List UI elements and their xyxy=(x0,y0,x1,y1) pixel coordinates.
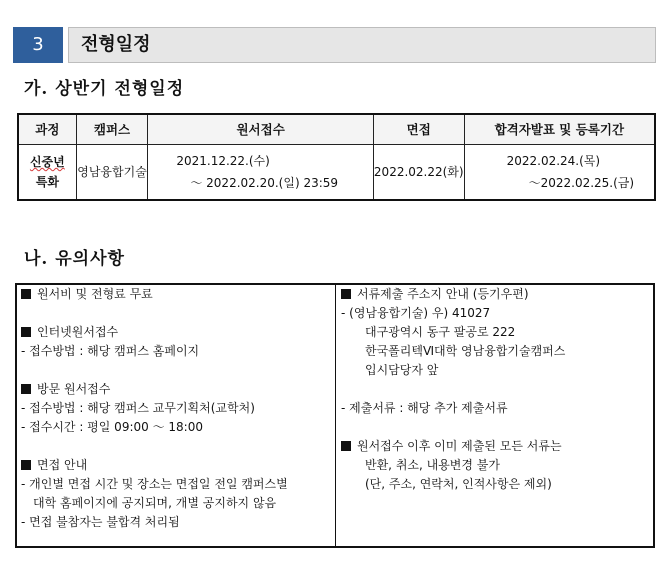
online-title-item xyxy=(21,323,331,342)
schedule-table xyxy=(17,113,656,201)
fee-text: 원서비 및 전형료 무료 xyxy=(37,287,153,301)
notes-left-column xyxy=(21,285,331,532)
result-start: 2022.02.24.(목) xyxy=(506,153,601,168)
online-title: 인터넷원서접수 xyxy=(37,325,119,339)
interview-title-item xyxy=(21,456,331,475)
return-line-2: 반환, 취소, 내용변경 불가 xyxy=(365,458,500,472)
apply-end: ～ 2022.02.20.(일) 23:59 xyxy=(190,175,339,190)
interview-note-2: - 면접 불참자는 불합격 처리됨 xyxy=(21,515,180,529)
square-bullet-icon xyxy=(21,460,31,470)
cell-interview: 2022.02.22(화) xyxy=(373,144,464,200)
course-line1: 신중년 xyxy=(29,154,65,169)
address-line-1: - (영남융합기술) 우) 41027 xyxy=(341,306,491,320)
return-title-item xyxy=(341,437,651,456)
address-line-2: 대구광역시 동구 팔공로 222 xyxy=(365,325,516,339)
notes-heading: 나. 유의사항 xyxy=(24,249,125,269)
first-half-heading: 가. 상반기 전형일정 xyxy=(24,79,185,99)
square-bullet-icon xyxy=(341,289,351,299)
header-apply: 원서접수 xyxy=(148,114,374,144)
notes-right-column xyxy=(341,285,651,494)
address-title-item xyxy=(341,285,651,304)
address-line-3: 한국폴리텍Ⅵ대학 영남융합기술캠퍼스 xyxy=(365,344,566,358)
return-line-3: (단, 주소, 연락처, 인적사항은 제외) xyxy=(365,477,552,491)
table-row xyxy=(18,144,655,200)
interview-note-1b: 대학 홈페이지에 공지되며, 개별 공지하지 않음 xyxy=(33,496,277,510)
address-title: 서류제출 주소지 안내 (등기우편) xyxy=(357,287,529,301)
section-title-box xyxy=(68,27,656,63)
square-bullet-icon xyxy=(21,327,31,337)
return-line-1: 원서접수 이후 이미 제출된 모든 서류는 xyxy=(357,439,562,453)
address-line-4: 입시담당자 앞 xyxy=(365,363,439,377)
header-result: 합격자발표 및 등록기간 xyxy=(464,114,655,144)
notes-divider xyxy=(335,285,336,546)
section-number: 3 xyxy=(13,27,63,63)
fee-item xyxy=(21,285,331,304)
visit-title-item xyxy=(21,380,331,399)
cell-campus: 영남융합기술 xyxy=(76,144,148,200)
square-bullet-icon xyxy=(21,384,31,394)
table-header-row xyxy=(18,114,655,144)
header-campus: 캠퍼스 xyxy=(76,114,148,144)
section-title: 전형일정 xyxy=(81,34,151,55)
apply-start: 2021.12.22.(수) xyxy=(176,153,270,168)
cell-result xyxy=(464,144,655,200)
cell-apply xyxy=(148,144,374,200)
visit-method: - 접수방법 : 해당 캠퍼스 교무기획처(교학처) xyxy=(21,401,255,415)
result-end: ～2022.02.25.(금) xyxy=(528,175,635,190)
course-line2: 특화 xyxy=(35,174,59,189)
header-interview: 면접 xyxy=(373,114,464,144)
notes-box xyxy=(15,283,655,548)
square-bullet-icon xyxy=(341,441,351,451)
visit-title: 방문 원서접수 xyxy=(37,382,111,396)
interview-note-1a: - 개인별 면접 시간 및 장소는 면접일 전일 캠퍼스별 xyxy=(21,477,288,491)
header-course: 과정 xyxy=(18,114,76,144)
docs-note: - 제출서류 : 해당 추가 제출서류 xyxy=(341,401,508,415)
section-header xyxy=(13,27,656,63)
online-method: - 접수방법 : 해당 캠퍼스 홈페이지 xyxy=(21,344,200,358)
interview-title: 면접 안내 xyxy=(37,458,88,472)
cell-course xyxy=(18,144,76,200)
visit-time: - 접수시간 : 평일 09:00 ～ 18:00 xyxy=(21,420,203,434)
square-bullet-icon xyxy=(21,289,31,299)
